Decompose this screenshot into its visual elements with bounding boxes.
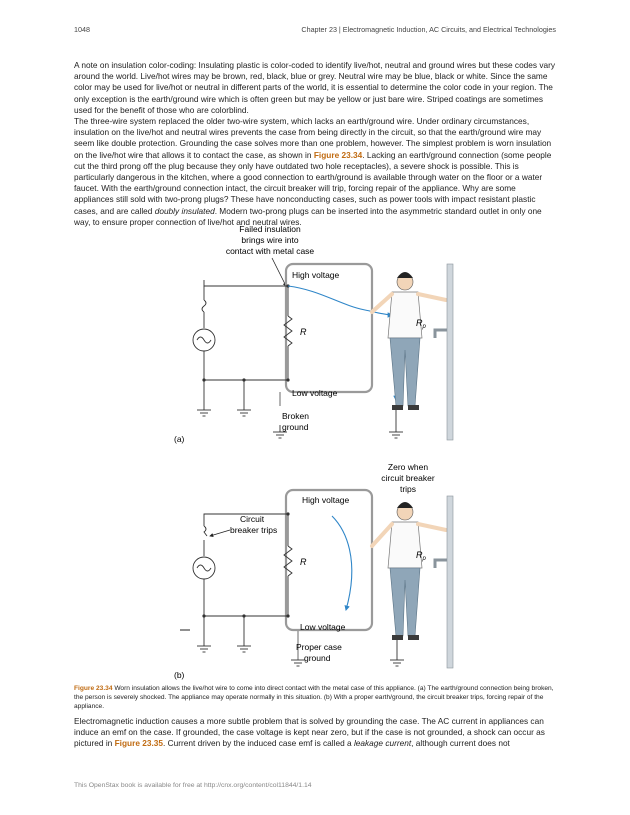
failed-insulation-label: brings wire into xyxy=(241,235,299,245)
live-wire xyxy=(204,280,288,286)
figure-caption xyxy=(74,684,556,711)
high-voltage-label: High voltage xyxy=(302,495,350,505)
ground-symbol xyxy=(389,410,403,438)
ground-symbol xyxy=(197,380,211,416)
panel-a xyxy=(174,224,453,444)
water-pipe xyxy=(447,264,453,440)
failed-insulation-label: Failed insulation xyxy=(239,224,301,234)
caption-text: Worn insulation allows the live/hot wire to come into direct contact with the metal case of this appliance. (a) The earth/ground connection being broken, the person is severely shocked. The appliance may operate normally in this situation. (b) With a proper earth/ground, the circuit breaker trips, forcing repair of the appliance. xyxy=(74,685,554,710)
panel-label: (a) xyxy=(174,434,185,444)
person-figure xyxy=(372,272,446,410)
pointer-arrow xyxy=(210,530,230,536)
broken-ground-label: ground xyxy=(282,422,309,432)
ground-symbol xyxy=(291,660,305,666)
faucet xyxy=(435,330,447,338)
induction-paragraph xyxy=(74,716,556,750)
water-pipe xyxy=(447,496,453,668)
resistor-label: R xyxy=(300,557,307,567)
breaker-symbol xyxy=(204,526,207,536)
person-resistance-label: $R_p$ xyxy=(416,550,426,562)
paragraph-text: . Current driven by the induced case emf is called a xyxy=(163,738,354,749)
insulation-note-paragraph: A note on insulation color-coding: Insulating plastic is color-coded to identify live/hot, neutral and ground wires but these codes vary around the world. Live/hot wires may be brown, red, black, blue or grey. Neutral wire may be blue, black or white. Since the same color may be used for live/hot or neutral in different parts of the world, it is essential to determine the color code in your region. The only exception is the earth/ground wire which is often green but may be yellow or just bare wire. Striped coatings are sometimes used for the benefit of those who are colorblind. xyxy=(74,60,556,115)
ground-symbol xyxy=(237,380,251,416)
person-figure xyxy=(372,502,446,640)
person-resistance-label: $R_p$ xyxy=(416,318,426,330)
figure-link[interactable]: Figure 23.35 xyxy=(114,738,164,749)
paragraph-text: . Modern two-prong plugs can be inserted into the asymmetric standard outlet in only one way, to ensure proper connection of live/hot and neutral wires. xyxy=(74,205,542,227)
high-voltage-label: High voltage xyxy=(292,270,340,280)
italic-term: doubly insulated xyxy=(154,205,215,216)
broken-ground-label: Broken xyxy=(282,411,309,421)
metal-case xyxy=(286,490,372,630)
circuit-breaker-label: Circuit xyxy=(240,514,265,524)
paragraph-text: , although current does not xyxy=(411,738,510,749)
page-number: 1048 xyxy=(74,25,90,34)
ground-symbol xyxy=(197,616,211,652)
circuit-breaker-label: breaker trips xyxy=(230,525,278,535)
italic-term: leakage current xyxy=(353,738,412,749)
proper-ground-label: Proper case xyxy=(296,642,342,652)
caption-label: Figure 23.34 xyxy=(74,685,113,692)
ground-symbol xyxy=(237,616,251,652)
running-header: Chapter 23 | Electromagnetic Induction, AC Circuits, and Electrical Technologies xyxy=(301,25,556,34)
panel-label: (b) xyxy=(174,670,185,680)
zero-label: trips xyxy=(399,484,417,494)
failed-insulation-label: contact with metal case xyxy=(225,246,315,256)
paragraph-text: . Lacking an earth/ground connection (some people cut the third prong off the plug because they only have outdated two hole receptacles), a severe shock is possible. This is particularly dangerous in the kitchen, where a good connection to earth/ground is available through water on the floor or a water faucet. With the earth/ground connection intact, the circuit breaker will trip, forcing repair of the appliance. Why are some appliances still sold with two-prong plugs? These have nonconducting cases, such as power tools with impact resistant plastic cases, and are called xyxy=(74,149,552,216)
panel-b xyxy=(174,462,453,680)
low-voltage-label: Low voltage xyxy=(292,388,338,398)
metal-case xyxy=(286,264,372,392)
ground-symbol xyxy=(390,640,404,666)
fuse-symbol xyxy=(202,300,206,312)
paragraph-text: Electromagnetic induction causes a more subtle problem that is solved by grounding the case. The AC current in appliances can induce an emf on the case. If grounded, the case voltage is kept near zero, but if the case is not grounded, a shock can occur as pictured in xyxy=(74,716,545,749)
faucet xyxy=(435,560,447,568)
three-wire-paragraph xyxy=(74,116,556,228)
proper-ground-label: ground xyxy=(304,653,331,663)
page-footer: This OpenStax book is available for free at http://cnx.org/content/col11844/1.14 xyxy=(74,782,312,789)
low-voltage-label: Low voltage xyxy=(300,622,346,632)
pointer-arrow xyxy=(272,258,286,286)
zero-label: circuit breaker xyxy=(381,473,435,483)
resistor-label: R xyxy=(300,327,307,337)
figure-23-34 xyxy=(160,220,480,690)
zero-label: Zero when xyxy=(387,462,429,472)
current-path xyxy=(332,516,352,610)
paragraph-text: The three-wire system replaced the older two-wire system, which lacks an earth/ground wire. Under ordinary circumstances, insulation on the live/hot and neutral wires prevents the case from being directly in the circuit, so that the earth/ground wire may seem like double protection. Grounding the case solves more than one problem, however. The simplest problem is worn insulation on the live/hot wire that allows it to contact the case, as shown in xyxy=(74,116,552,160)
figure-link[interactable]: Figure 23.34 xyxy=(313,149,363,160)
